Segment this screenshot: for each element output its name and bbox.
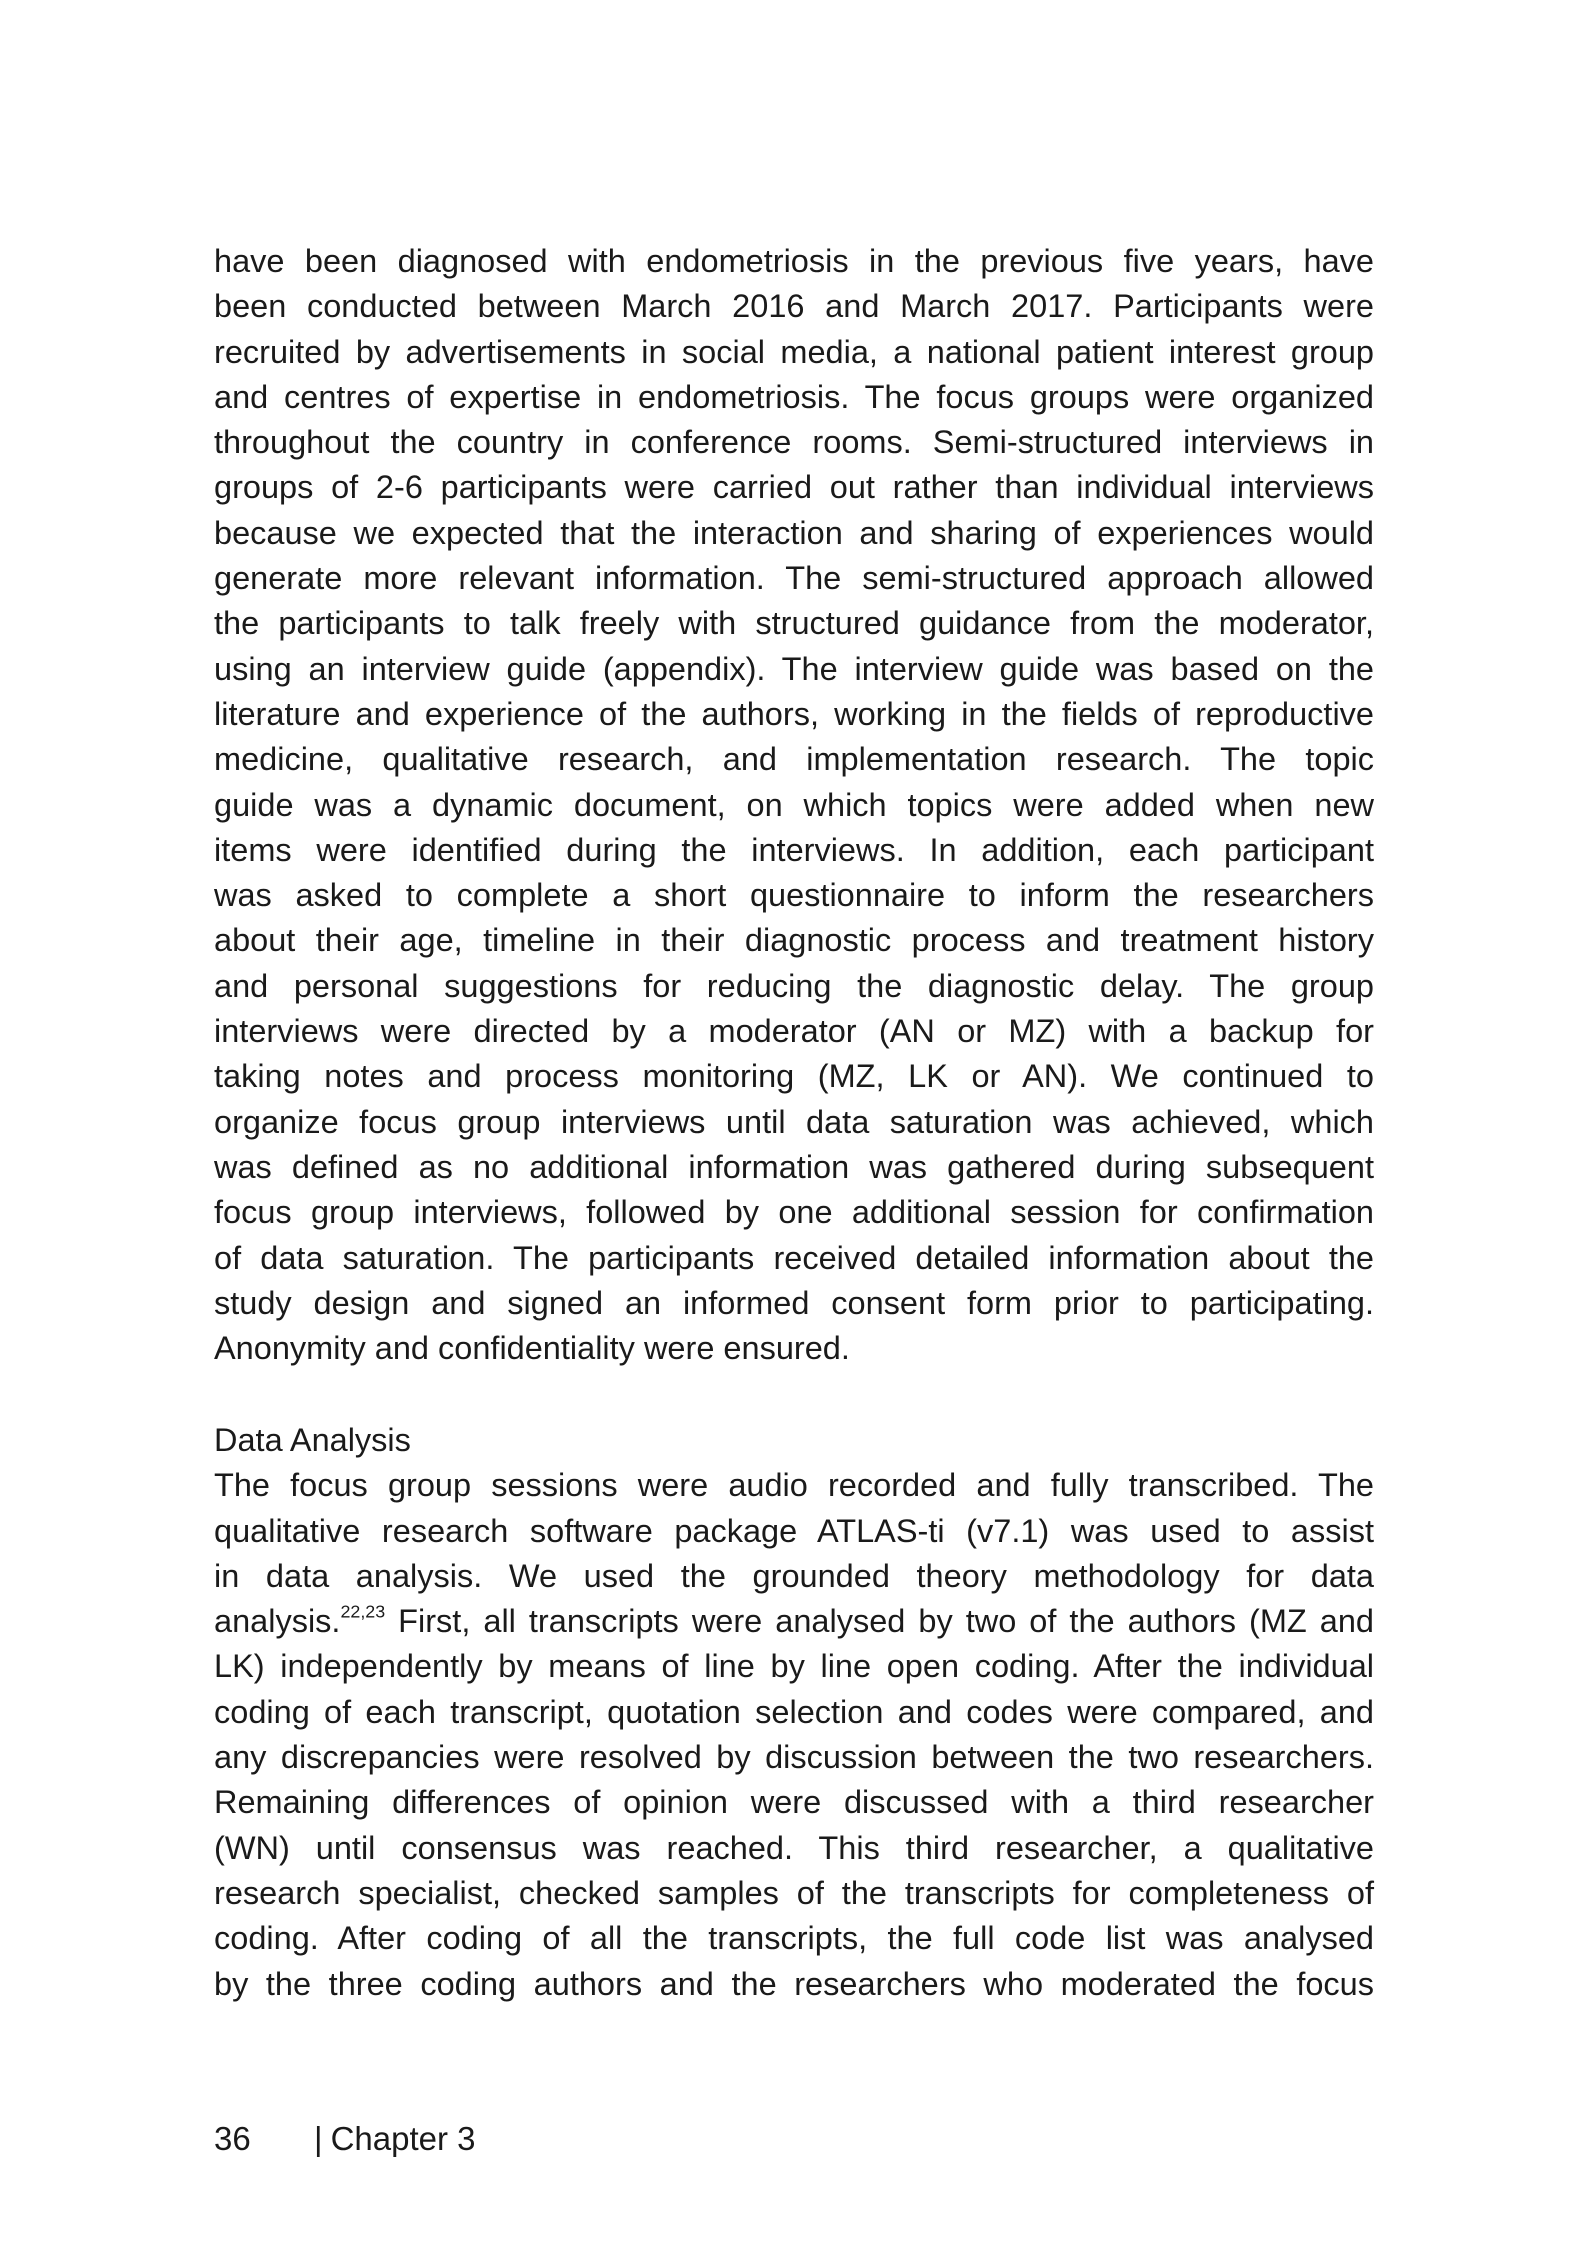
text-line: throughout the country in conference rooms. Semi-structured interviews in	[214, 424, 1374, 461]
section-data-analysis	[214, 1418, 1374, 2007]
text-line: was asked to complete a short questionnaire to inform the researchers	[214, 877, 1374, 914]
text-line: because we expected that the interaction and sharing of experiences would	[214, 514, 1374, 551]
footer-separator: |	[314, 2120, 323, 2157]
text-line: generate more relevant information. The semi-structured approach allowed	[214, 560, 1374, 597]
text-line: guide was a dynamic document, on which topics were added when new	[214, 786, 1374, 823]
text-line: by the three coding authors and the researchers who moderated the focus	[214, 1965, 1374, 2002]
text-line: the participants to talk freely with structured guidance from the moderator,	[214, 605, 1374, 642]
text-line: recruited by advertisements in social media, a national patient interest group	[214, 333, 1374, 370]
text-line: interviews were directed by a moderator (AN or MZ) with a backup for	[214, 1013, 1374, 1050]
text-line: LK) independently by means of line by line open coding. After the individual	[214, 1648, 1374, 1685]
text-line: Anonymity and confidentiality were ensured.	[214, 1330, 850, 1367]
text-line: about their age, timeline in their diagnostic process and treatment history	[214, 922, 1374, 959]
text-line: of data saturation. The participants received detailed information about the	[214, 1239, 1374, 1276]
text-line: coding. After coding of all the transcripts, the full code list was analysed	[214, 1920, 1374, 1957]
text-line: have been diagnosed with endometriosis in the previous five years, have	[214, 243, 1374, 279]
text-line: research specialist, checked samples of the transcripts for completeness of	[214, 1874, 1374, 1911]
chapter-label: Chapter 3	[330, 2120, 476, 2157]
text-line: been conducted between March 2016 and March 2017. Participants were	[214, 288, 1374, 325]
text-line: in data analysis. We used the grounded theory methodology for data	[214, 1557, 1374, 1594]
text-line: The focus group sessions were audio recorded and fully transcribed. The	[214, 1467, 1374, 1504]
text-line: medicine, qualitative research, and implementation research. The topic	[214, 741, 1374, 778]
page-footer	[214, 2116, 476, 2161]
body-paragraph-methods	[214, 239, 1374, 1371]
text-line: and personal suggestions for reducing the diagnostic delay. The group	[214, 967, 1374, 1004]
text-line: coding of each transcript, quotation selection and codes were compared, and	[214, 1693, 1374, 1730]
text-line: any discrepancies were resolved by discussion between the two researchers.	[214, 1739, 1374, 1776]
section-heading: Data Analysis	[214, 1422, 411, 1458]
text-line: (WN) until consensus was reached. This third researcher, a qualitative	[214, 1829, 1374, 1866]
citation-line-before: analysis.	[214, 1603, 341, 1640]
text-line: focus group interviews, followed by one additional session for confirmation	[214, 1194, 1374, 1231]
text-line: items were identified during the interviews. In addition, each participant	[214, 831, 1374, 868]
text-line: organize focus group interviews until data saturation was achieved, which	[214, 1103, 1374, 1140]
text-line: study design and signed an informed consent form prior to participating.	[214, 1284, 1374, 1321]
page-number: 36	[214, 2120, 251, 2157]
text-line: using an interview guide (appendix). The interview guide was based on the	[214, 650, 1374, 687]
text-line: literature and experience of the authors, working in the fields of reproductive	[214, 695, 1374, 732]
text-line: and centres of expertise in endometriosis. The focus groups were organized	[214, 378, 1374, 415]
citation-superscript: 22,23	[340, 1601, 386, 1622]
text-line: Remaining differences of opinion were discussed with a third researcher	[214, 1784, 1374, 1821]
text-line: qualitative research software package ATLAS-ti (v7.1) was used to assist	[214, 1512, 1374, 1549]
text-line-with-citation	[214, 1599, 1374, 1644]
text-line: taking notes and process monitoring (MZ, LK or AN). We continued to	[214, 1058, 1374, 1095]
citation-line-after: First, all transcripts were analysed by two of the authors (MZ and	[385, 1603, 1374, 1640]
text-line: groups of 2-6 participants were carried out rather than individual interviews	[214, 469, 1374, 506]
text-line: was defined as no additional information was gathered during subsequent	[214, 1148, 1374, 1185]
